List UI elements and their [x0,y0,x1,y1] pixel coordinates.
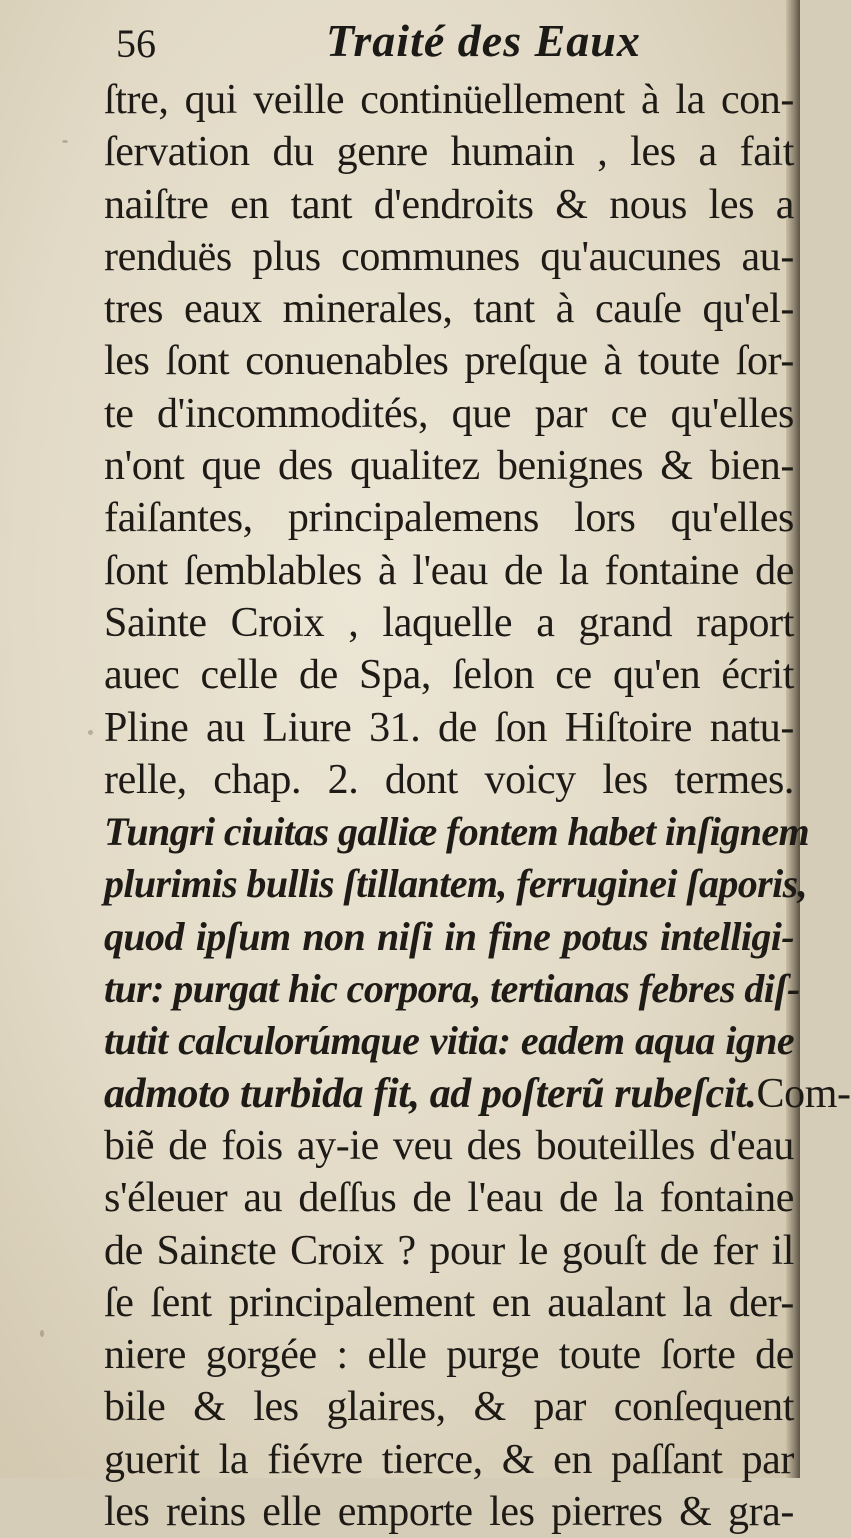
text-line-tail: Com- [756,1070,851,1117]
text-line: tres eaux minerales, tant à cauſe qu'el- [104,286,794,333]
paper-speck [88,730,93,735]
text-line: de Sainɛte Croix ? pour le gouſt de fer il [104,1227,794,1274]
text-line: te d'incommodités, que par ce qu'elles [104,390,794,437]
body-text [104,74,851,1536]
text-line: renduës plus communes qu'aucunes au- [104,233,794,280]
text-line: Sainte Croix , laquelle a grand raport [104,599,794,646]
latin-quote-line: quod ipſum non niſi in fine potus intelligi- [104,913,794,959]
latin-quote-line: plurimis bullis ſtillantem, ferruginei ſaporis, [104,861,808,907]
text-line: faiſantes, principalemens lors qu'elles [104,495,794,542]
text-line: ſont ſemblables à l'eau de la fontaine de [104,547,794,594]
text-line: biẽ de fois ay-ie veu des bouteilles d'eau [104,1122,794,1169]
text-line: Pline au Liure 31. de ſon Hiſtoire natu- [104,704,794,751]
text-line: les reins elle emporte les pierres & gra- [104,1489,794,1536]
text-line: ſtre, qui veille continüellement à la con- [104,77,794,123]
text-line: guerit la fiévre tierce, & en paſſant par [104,1436,794,1483]
latin-quote-line: tur: purgat hic corpora, tertianas febres diſ- [104,966,800,1012]
text-line: naiſtre en tant d'endroits & nous les a [104,181,794,228]
text-line: n'ont que des qualitez benignes & bien- [104,443,794,490]
text-line: niere gorgée : elle purge toute ſorte de [104,1332,794,1379]
text-line: auec celle de Spa, ſelon ce qu'en écrit [104,652,794,699]
text-line: les ſont conuenables preſque à toute ſor- [104,338,794,385]
page-header [116,14,766,76]
latin-quote-end: admoto turbida fit, ad poſterũ rubeſcit. [104,1070,757,1117]
text-line: s'éleuer au deſſus de l'eau de la fontaine [104,1175,794,1222]
running-title: Traité des Eaux [326,15,641,66]
paper-speck [62,140,68,143]
page-number: 56 [116,21,156,66]
latin-quote-line: Tungri ciuitas galliæ fontem habet inſignem [104,809,810,855]
text-line: bile & les glaires, & par conſequent [104,1384,794,1431]
paper-speck [40,1330,44,1337]
mixed-line [104,1068,851,1120]
latin-quote-line: tutit calculorúmque vitia: eadem aqua igne [104,1018,794,1064]
text-line: relle, chap. 2. dont voicy les termes. [104,756,794,803]
text-line: ſervation du genre humain , les a fait [104,129,794,176]
text-line: ſe ſent principalement en aualant la der- [104,1279,794,1326]
